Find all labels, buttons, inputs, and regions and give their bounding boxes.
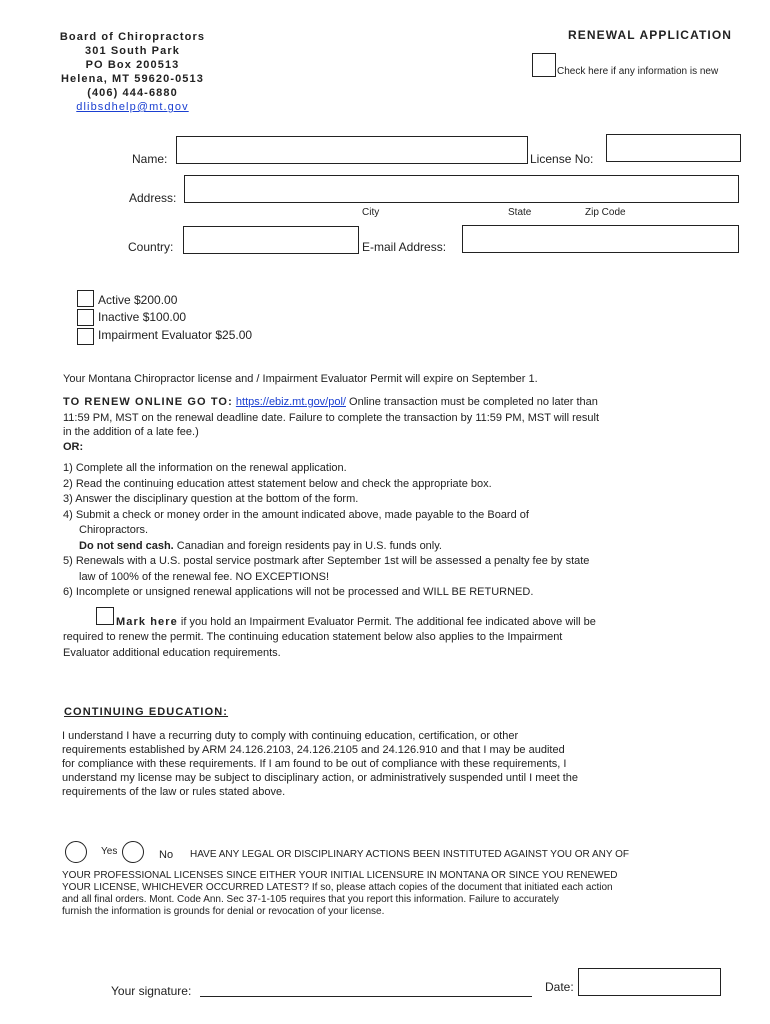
evaluator-permit-checkbox[interactable] [96, 607, 114, 625]
form-title: RENEWAL APPLICATION [568, 28, 733, 42]
state-label: State [508, 207, 532, 218]
evaluator-text-a: if you hold an Impairment Evaluator Permit. The additional fee indicated above will be [177, 616, 596, 628]
online-renewal-line [63, 394, 743, 410]
ce-line-1: I understand I have a recurring duty to comply with continuing education, certification, or other [62, 730, 519, 742]
step-4-cont: Chiropractors. [79, 524, 149, 536]
new-info-checkbox[interactable] [532, 53, 556, 77]
ce-line-3: for compliance with these requirements. If I am found to be out of compliance with these requirements, I [62, 758, 567, 770]
new-info-label: Check here if any information is new [557, 66, 719, 77]
license-label: License No: [530, 152, 594, 166]
city-state-zip: Helena, MT 59620-0513 [61, 73, 204, 85]
step-3: 3) Answer the disciplinary question at the bottom of the form. [63, 493, 359, 505]
step-5-cont: law of 100% of the renewal fee. NO EXCEPTIONS! [79, 571, 330, 583]
license-field[interactable] [606, 134, 741, 162]
expiry-notice: Your Montana Chiropractor license and / Impairment Evaluator Permit will expire on September 1. [63, 373, 538, 385]
country-label: Country: [128, 240, 174, 254]
street-address: 301 South Park [85, 45, 180, 57]
discipline-no-label: No [159, 849, 174, 861]
inactive-fee-checkbox[interactable] [77, 309, 94, 326]
discipline-question: HAVE ANY LEGAL OR DISCIPLINARY ACTIONS BEEN INSTITUTED AGAINST YOU OR ANY OF [190, 849, 630, 860]
name-label: Name: [132, 152, 168, 166]
evaluator-text-b: required to renew the permit. The continuing education statement below also applies to the Impairment [63, 631, 563, 643]
email-link[interactable]: dlibsdhelp@mt.gov [76, 101, 189, 113]
online-text-b: 11:59 PM, MST on the renewal deadline date. Failure to complete the transaction by 11:59 PM, MST will result [63, 412, 600, 424]
zip-label: Zip Code [585, 207, 626, 218]
ce-line-4: understand my license may be subject to disciplinary action, or administratively suspended until I meet the [62, 772, 579, 784]
or-label: OR: [63, 441, 84, 453]
org-name: Board of Chiropractors [59, 31, 206, 43]
name-field[interactable] [176, 136, 528, 164]
evaluator-line-a [116, 614, 756, 630]
active-fee-checkbox[interactable] [77, 290, 94, 307]
signature-line[interactable] [200, 996, 532, 997]
phone-number: (406) 444-6880 [87, 87, 178, 99]
online-renew-link[interactable]: https://ebiz.mt.gov/pol/ [235, 396, 346, 408]
step-5: 5) Renewals with a U.S. postal service postmark after September 1st will be assessed a penalty fee by state [63, 555, 590, 567]
email-field[interactable] [462, 225, 739, 253]
date-label: Date: [545, 980, 574, 994]
active-fee-label: Active $200.00 [98, 293, 178, 307]
online-renew-label: TO RENEW ONLINE GO TO: [63, 396, 233, 408]
ce-line-5: requirements of the law or rules stated above. [62, 786, 286, 798]
step-4: 4) Submit a check or money order in the amount indicated above, made payable to the Board of [63, 509, 529, 521]
discipline-line-3: and all final orders. Mont. Code Ann. Sec 37-1-105 requires that you report this information. Failure to accurately [62, 894, 559, 905]
ce-line-2: requirements established by ARM 24.126.2103, 24.126.2105 and 24.126.910 and that I may be audited [62, 744, 565, 756]
discipline-line-1: YOUR PROFESSIONAL LICENSES SINCE EITHER YOUR INITIAL LICENSURE IN MONTANA OR SINCE YOU RENEWED [62, 870, 618, 881]
evaluator-fee-label: Impairment Evaluator $25.00 [98, 328, 253, 342]
evaluator-fee-checkbox[interactable] [77, 328, 94, 345]
step-6: 6) Incomplete or unsigned renewal applications will not be processed and WILL BE RETURNED. [63, 586, 534, 598]
date-field[interactable] [578, 968, 721, 996]
online-text-a: Online transaction must be completed no later than [345, 396, 598, 408]
no-cash-label: Do not send cash. [79, 540, 174, 552]
ce-heading: CONTINUING EDUCATION: [64, 706, 229, 718]
inactive-fee-label: Inactive $100.00 [98, 310, 187, 324]
step-4-cash [79, 538, 442, 554]
step-1: 1) Complete all the information on the renewal application. [63, 462, 347, 474]
discipline-no-radio[interactable] [122, 841, 144, 863]
discipline-yes-label: Yes [101, 846, 118, 857]
online-text-c: in the addition of a late fee.) [63, 426, 199, 438]
signature-label: Your signature: [111, 984, 192, 998]
foreign-funds-text: Canadian and foreign residents pay in U.S. funds only. [173, 540, 442, 552]
email-label: E-mail Address: [362, 240, 447, 254]
po-box: PO Box 200513 [85, 59, 180, 71]
address-field[interactable] [184, 175, 739, 203]
mark-here-label: Mark here [116, 616, 178, 628]
country-field[interactable] [183, 226, 359, 254]
evaluator-text-c: Evaluator additional education requirements. [63, 647, 281, 659]
step-2: 2) Read the continuing education attest statement below and check the appropriate box. [63, 478, 492, 490]
discipline-yes-radio[interactable] [65, 841, 87, 863]
address-label: Address: [129, 191, 177, 205]
city-label: City [362, 207, 380, 218]
board-address-block [40, 30, 225, 114]
discipline-line-4: furnish the information is grounds for denial or revocation of your license. [62, 906, 385, 917]
discipline-line-2: YOUR LICENSE, WHICHEVER OCCURRED LATEST? If so, please attach copies of the document that initiated each action [62, 882, 613, 893]
